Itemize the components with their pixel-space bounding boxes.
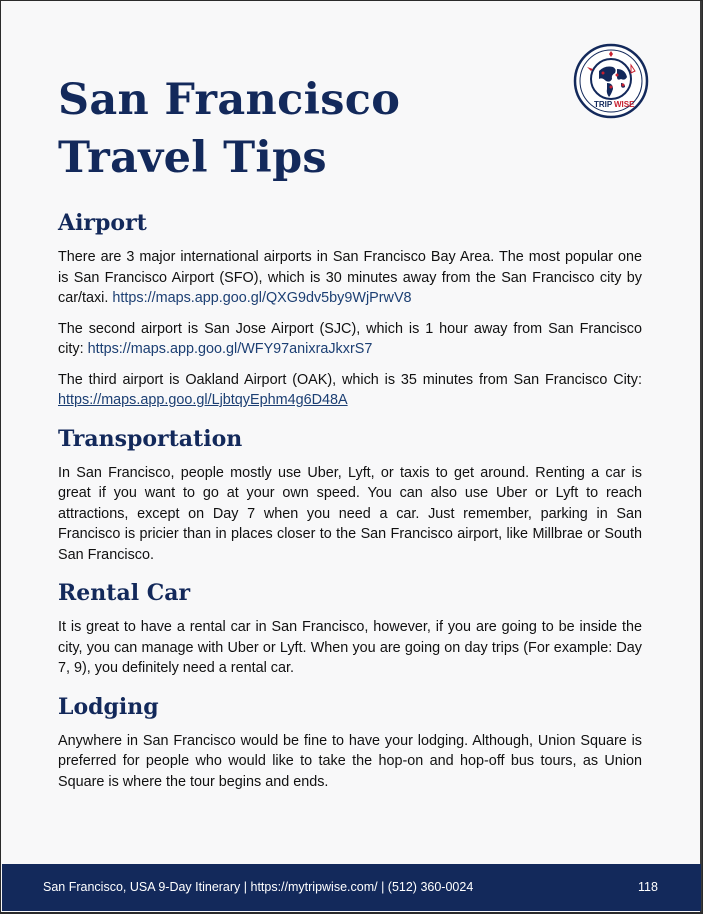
main-content bbox=[58, 209, 642, 806]
section-airport bbox=[58, 209, 642, 411]
document-page bbox=[1, 1, 702, 912]
svg-text:TRIP: TRIP bbox=[594, 100, 613, 109]
link-sjc-map[interactable]: https://maps.app.goo.gl/WFY97anixraJkxrS7 bbox=[87, 341, 373, 357]
svg-text:WISE: WISE bbox=[614, 100, 635, 109]
link-oak-map[interactable]: https://maps.app.goo.gl/LjbtqyEphm4g6D48A bbox=[58, 392, 348, 408]
heading-lodging: Lodging bbox=[58, 693, 159, 720]
link-sfo-map[interactable]: https://maps.app.goo.gl/QXG9dv5by9WjPrwV8 bbox=[112, 290, 412, 306]
text-sjc: The second airport is San Jose Airport (SJC), which is 1 hour away from San Francisco city: bbox=[58, 320, 642, 357]
heading-transportation: Transportation bbox=[58, 425, 243, 452]
section-lodging bbox=[58, 693, 642, 793]
title-line-1: San Francisco bbox=[58, 75, 401, 125]
tripwise-logo-icon bbox=[573, 43, 649, 119]
title-line-2: Travel Tips bbox=[58, 133, 327, 183]
section-rental-car bbox=[58, 579, 642, 679]
paragraph-rental-car: It is great to have a rental car in San Francisco, however, if you are going to be inside the city, you can manage with Uber or Lyft. When you are going on day trips (For example: Day 7, 9), you definitely need a rental car. bbox=[58, 619, 642, 676]
text-oak: The third airport is Oakland Airport (OAK), which is 35 minutes from San Francisco City: bbox=[58, 371, 642, 388]
footer-text: San Francisco, USA 9-Day Itinerary | https://mytripwise.com/ | (512) 360-0024 bbox=[43, 880, 474, 894]
section-transportation bbox=[58, 425, 642, 566]
paragraph-oak bbox=[58, 370, 642, 411]
heading-airport: Airport bbox=[58, 210, 147, 236]
paragraph-lodging: Anywhere in San Francisco would be fine to have your lodging. Although, Union Square is preferred for people who would like to take the hop-on and hop-off bus tours, as Union Square is where the tour begins and ends. bbox=[58, 732, 642, 790]
paragraph-sjc bbox=[58, 319, 642, 360]
page-title bbox=[58, 71, 400, 187]
text-sfo: There are 3 major international airports in San Francisco Bay Area. The most popular one is San Francisco Airport (SFO), which is 30 minutes away from the San Francisco city by car/taxi. bbox=[58, 249, 642, 306]
page-footer bbox=[2, 864, 701, 911]
page-number: 118 bbox=[638, 880, 658, 894]
heading-rental-car: Rental Car bbox=[58, 580, 191, 606]
paragraph-transportation: In San Francisco, people mostly use Uber, Lyft, or taxis to get around. Renting a car is great if you want to go at your own speed. You can also use Uber or Lyft to reach attractions, except on Day 7 when you need a car. Just remember, parking in San Francisco is pricier than in places closer to the San Francisco airport, like Millbrae or South San Francisco. bbox=[58, 464, 642, 563]
paragraph-sfo bbox=[58, 247, 642, 309]
